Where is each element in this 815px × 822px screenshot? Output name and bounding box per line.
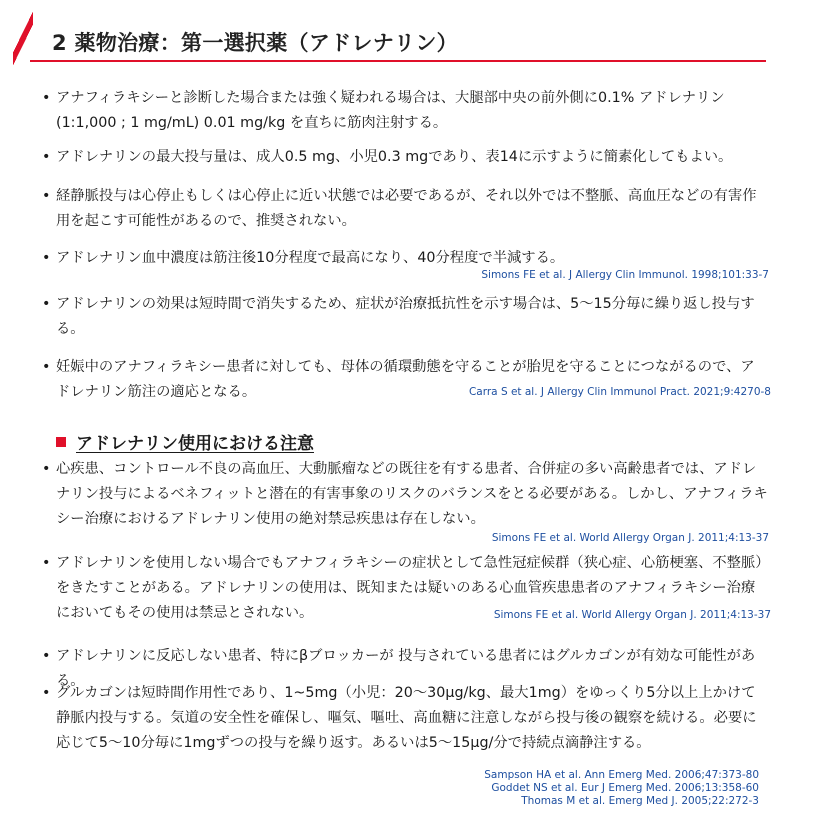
reference-citation: Goddet NS et al. Eur J Emerg Med. 2006;13:358-60 [491, 782, 759, 794]
reference-citation: Thomas M et al. Emerg Med J. 2005;22:272-3 [521, 795, 759, 807]
bullet-item-1: • アナフィラキシーと診断した場合または強く疑われる場合は、大腿部中央の前外側に0.1% アドレナリン (1:1,000 ; 1 mg/mL) 0.01 mg/kg を直ちに筋肉注射する。 [56, 86, 768, 136]
section-marker-square [56, 437, 66, 447]
section-heading-text: アドレナリン使用における注意 [76, 434, 314, 454]
reference-citation: Sampson HA et al. Ann Emerg Med. 2006;47:373-80 [484, 769, 759, 781]
bullet-item-2: • アドレナリンの最大投与量は、成人0.5 mg、小児0.3 mgであり、表14に示すように簡素化してもよい。 [56, 145, 768, 170]
caution-bullet-3: • アドレナリンに反応しない患者、特にβブロッカーが 投与されている患者にはグルカゴンが有効な可能性がある。 [56, 644, 768, 694]
bullet-item-6: • 妊娠中のアナフィラキシー患者に対しても、母体の循環動態を守ることが胎児を守ることにつながるので、アドレナリン筋注の適応となる。 [56, 355, 768, 405]
page-title: 2 薬物治療：第一選択薬（アドレナリン） [52, 31, 458, 55]
reference-list [484, 769, 759, 808]
bullet-item-3: • 経静脈投与は心停止もしくは心停止に近い状態では必要であるが、それ以外では不整脈、高血圧などの有害作用を起こす可能性があるので、推奨されない。 [56, 184, 768, 234]
caution-bullet-1: • 心疾患、コントロール不良の高血圧、大動脈瘤などの既往を有する患者、合併症の多い高齢患者では、アドレナリン投与によるベネフィットと潜在的有害事象のリスクのバランスをとる必要がある。しかし、アナフィラキシー治療におけるアドレナリン使用の絶対禁忌疾患は存在しない。 [56, 457, 768, 532]
caution-bullet-4: • グルカゴンは短時間作用性であり、1~5mg（小児：20～30μg/kg、最大1mg）をゆっくり5分以上上かけて静脈内投与する。気道の安全性を確保し、嘔気、嘔吐、高血糖に注意しながら投与後の観察を続ける。必要に応じて5～10分毎に1mgずつの投与を繰り返す。あるいは5～15μg/分で持続点滴静注する。 [56, 681, 768, 756]
bullet-item-5: • アドレナリンの効果は短時間で消失するため、症状が治療抵抗性を示す場合は、5～15分毎に繰り返し投与する。 [56, 292, 768, 342]
header-underline [30, 60, 766, 62]
bullet-item-4: • アドレナリン血中濃度は筋注後10分程度で最高になり、40分程度で半減する。 [56, 246, 768, 271]
reference-citation: Simons FE et al. World Allergy Organ J. 2011;4:13-37 [491, 532, 769, 544]
section-heading [56, 429, 314, 454]
reference-citation: Simons FE et al. J Allergy Clin Immunol. 1998;101:33-7 [481, 269, 769, 281]
reference-citation: Carra S et al. J Allergy Clin Immunol Pract. 2021;9:4270-8 [468, 386, 771, 398]
caution-bullet-2: • アドレナリンを使用しない場合でもアナフィラキシーの症状として急性冠症候群（狭心症、心筋梗塞、不整脈）をきたすことがある。アドレナリンの使用は、既知または疑いのある心血管疾患患者のアナフィラキシー治療においてもその使用は禁忌とされない。 [56, 551, 768, 626]
header-accent-slash [13, 8, 33, 66]
reference-citation: Simons FE et al. World Allergy Organ J. 2011;4:13-37 [493, 609, 771, 621]
